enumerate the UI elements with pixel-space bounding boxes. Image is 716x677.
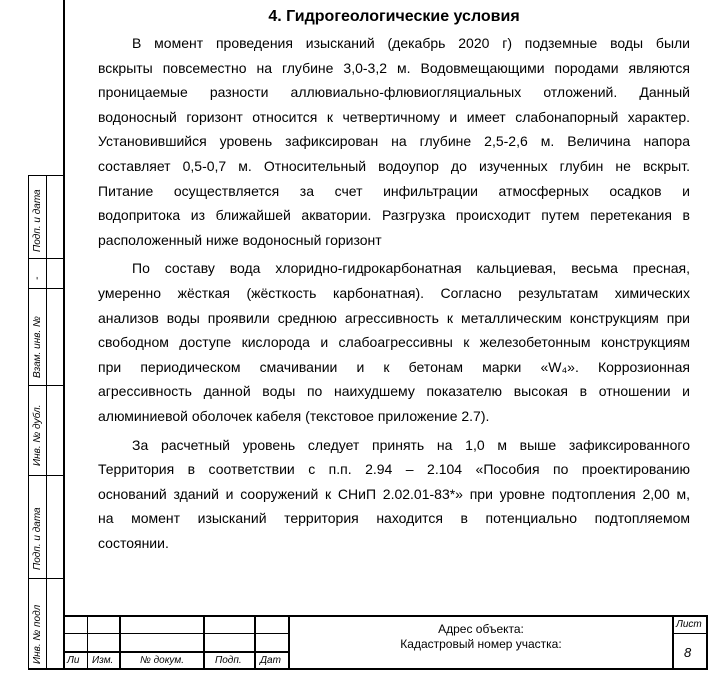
text-line: при периодическом смачивании и к бетонам марки «W₄». Коррозионная <box>98 358 690 375</box>
text-line: оснований зданий и сооружений к СНиП 2.02.01-83*» при уровне подтопления 2,00 м, <box>98 485 690 502</box>
stamp-sep <box>28 175 64 176</box>
titleblock-right <box>706 615 708 669</box>
text-line: Территория в соответствии с п.п. 2.94 – 2.104 «Пособия по проектированию <box>98 461 690 478</box>
document-body <box>98 6 690 559</box>
titleblock-cadastral-label: Кадастровый номер участка: <box>400 637 562 651</box>
text-line: вскрыты повсеместно на глубине 3,0-3,2 м. Водовмещающими породами являются <box>98 59 690 76</box>
text-line: умеренно жёсткая (жёсткость карбонатная). Согласно результатам химических <box>98 284 690 301</box>
text-line: По составу вода хлоридно-гидрокарбонатная кальциевая, весьма пресная, <box>132 260 690 277</box>
stamp-label-duplicate-inv: Инв. № дубл. <box>32 404 43 466</box>
frame-left-inner <box>46 175 47 669</box>
paragraph-design-level <box>98 433 690 556</box>
frame-bottom <box>28 668 708 670</box>
paragraph-composition <box>98 256 690 428</box>
titleblock-col <box>119 615 121 669</box>
text-line: агрессивность данной воды по наихудшему показателю высокая в отношении и <box>98 383 690 400</box>
sheet-label: Лист <box>676 619 702 630</box>
text-line: проницаемые разности аллювиально-флювиогляциальных отложений. Данный <box>98 84 690 101</box>
text-line: составляет 0,5-0,7 м. Относительный водоупор до изученных глубин не вскрыт. <box>98 157 690 174</box>
section-title: 4. Гидрогеологические условия <box>268 8 520 25</box>
titleblock-doc-label: № докум. <box>140 655 185 666</box>
frame-main-left <box>63 0 65 670</box>
stamp-sep <box>28 258 64 259</box>
titleblock-col <box>203 615 205 669</box>
stamp-label-original-inv: Инв. № подл <box>32 604 43 664</box>
titleblock-address-label: Адрес объекта: <box>438 622 524 636</box>
titleblock-izm-label: Изм. <box>92 655 114 666</box>
text-line: водопритока из ближайшей акватории. Разгрузка происходит путем перетекания в <box>98 207 690 224</box>
stamp-sep <box>28 578 64 579</box>
stamp-sep <box>28 288 64 289</box>
titleblock-li-label: Ли <box>67 655 80 666</box>
text-line: на момент изысканий территория находится в потенциально подтопляемом <box>98 510 690 527</box>
sheet-number: 8 <box>684 645 692 660</box>
paragraph-groundwater <box>98 31 690 252</box>
text-line: свободном доступе кислорода и слабоагрессивны к железобетонным конструкциям <box>98 334 690 351</box>
text-line: Установившийся уровень зафиксирован на глубине 2,5-2,6 м. Величина напора <box>98 133 690 150</box>
text-line: В момент проведения изысканий (декабрь 2020 г) подземные воды были <box>132 35 690 51</box>
stamp-label-replacement-inv: Взам. инв. № <box>32 316 43 378</box>
stamp-sep <box>28 475 64 476</box>
frame-left-outer <box>28 175 29 669</box>
titleblock-col <box>87 615 88 669</box>
stamp-sep <box>28 385 64 386</box>
titleblock-col <box>254 615 256 669</box>
stamp-label-signature-date-2: Подп. и дата <box>32 507 43 570</box>
titleblock-sheet-sep <box>672 633 708 634</box>
titleblock-col <box>672 615 674 669</box>
titleblock-top <box>63 615 708 617</box>
titleblock-date-label: Дат <box>260 655 281 666</box>
text-line: алюминиевой оболочек кабеля (текстовое приложение 2.7). <box>98 407 490 424</box>
stamp-dash: - <box>32 276 43 280</box>
text-line: анализов воды проявили среднюю агрессивность к металлическим конструкциям при <box>98 309 690 326</box>
text-line: расположенный ниже водоносный горизонт <box>98 231 382 248</box>
text-line: состоянии. <box>98 534 169 551</box>
titleblock-sign-label: Подп. <box>215 655 242 666</box>
text-line: Питание осуществляется за счет инфильтрации атмосферных осадков и <box>98 182 690 199</box>
text-line: За расчетный уровень следует принять на 1,0 м выше зафиксированного <box>132 436 690 453</box>
stamp-label-signature-date: Подп. и дата <box>32 189 43 252</box>
text-line: водоносный горизонт относится к четвертичному и имеет слабонапорный характер. <box>98 108 690 125</box>
